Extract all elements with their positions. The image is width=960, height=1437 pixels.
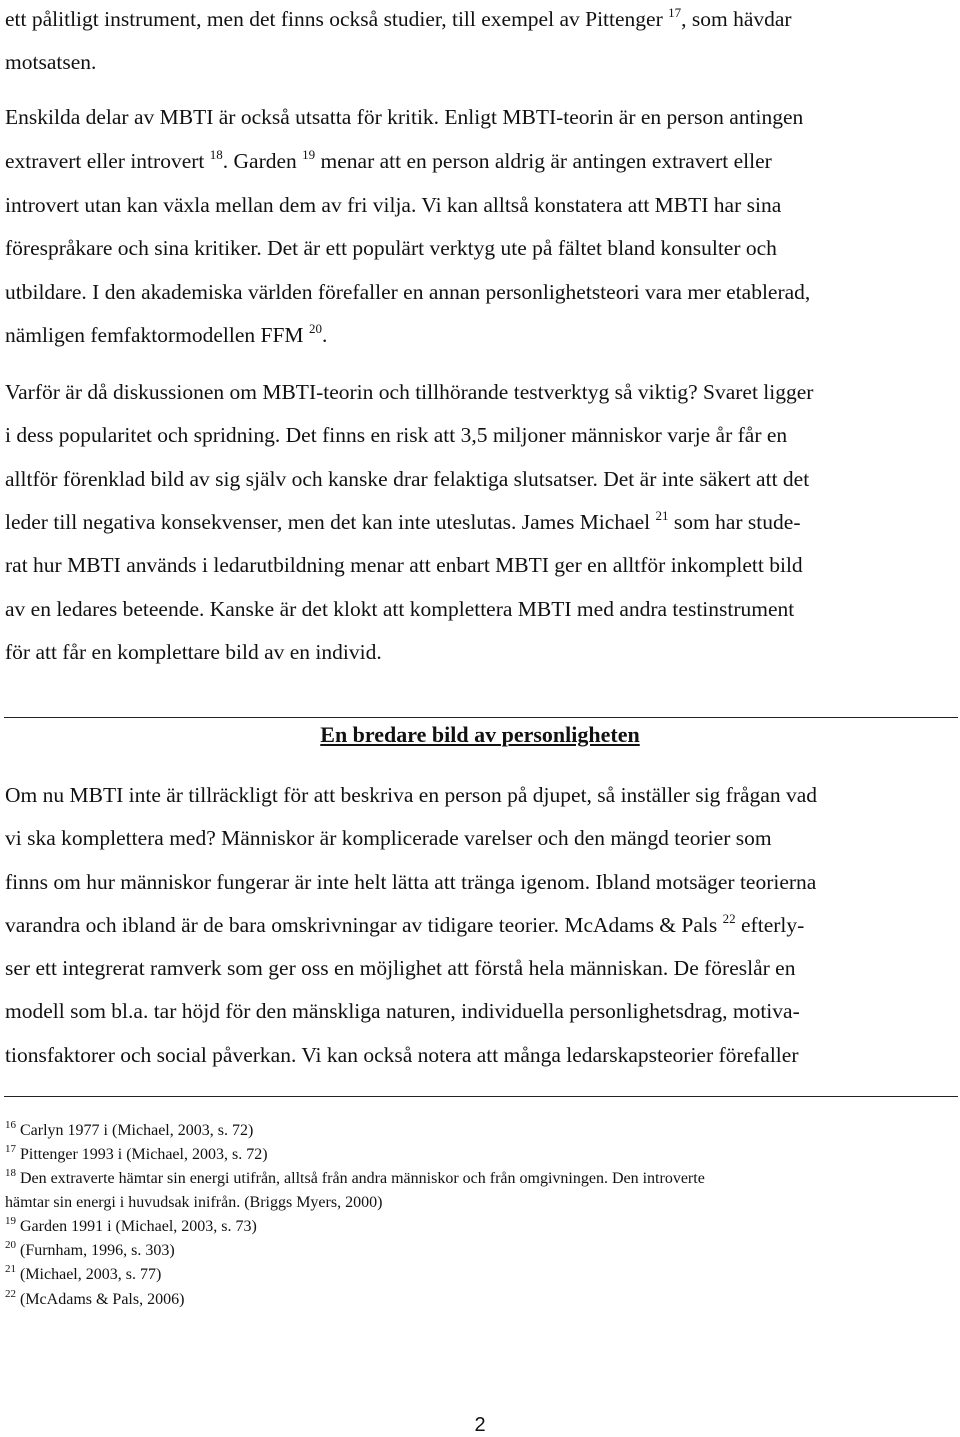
body-line: finns om hur människor fungerar är inte helt lätta att tränga igenom. Ibland motsäger teorierna — [5, 870, 817, 894]
footnote: $^{17}$ Pittenger 1993 i (Michael, 2003, s. 72) — [5, 1143, 268, 1163]
body-line: Enskilda delar av MBTI är också utsatta för kritik. Enligt MBTI-teorin är en person antingen — [5, 105, 804, 129]
body-line: tionsfaktorer och social påverkan. Vi kan också notera att många ledarskapsteorier förefaller — [5, 1043, 799, 1067]
section-heading: En bredare bild av personligheten — [320, 722, 640, 747]
body-line: motsatsen. — [5, 50, 97, 74]
footnote-ref[interactable]: 19 — [302, 147, 316, 162]
body-line: för att får en komplettare bild av en individ. — [5, 640, 382, 664]
footnote-ref[interactable]: 20 — [308, 321, 322, 336]
body-line: rat hur MBTI används i ledarutbildning menar att enbart MBTI ger en alltför inkomplett bild — [5, 553, 803, 577]
footnote-ref[interactable]: 17 — [668, 5, 682, 20]
body-line: förespråkare och sina kritiker. Det är ett populärt verktyg ute på fältet bland konsulter och — [5, 236, 777, 260]
footnote: $^{18}$ Den extraverte hämtar sin energi utifrån, alltså från andra människor och från omgivningen. Den introverte — [5, 1167, 705, 1187]
body-line: vi ska komplettera med? Människor är komplicerade varelser och den mängd teorier som — [5, 826, 772, 850]
footnote-ref[interactable]: 21 — [655, 508, 669, 523]
body-line: Varför är då diskussionen om MBTI-teorin och tillhörande testverktyg så viktig? Svaret ligger — [5, 380, 814, 404]
footnote: $^{22}$ (McAdams & Pals, 2006) — [5, 1288, 185, 1308]
body-line: nämligen femfaktormodellen FFM $^{20}$. — [5, 321, 328, 347]
body-line: extravert eller introvert $^{18}$. Garden $^{19}$ menar att en person aldrig är antingen extravert eller — [5, 147, 772, 173]
body-line: leder till negativa konsekvenser, men det kan inte uteslutas. James Michael $^{21}$ som har stude- — [5, 508, 801, 534]
body-line: alltför förenklad bild av sig själv och kanske drar felaktiga slutsatser. Det är inte säkert att det — [5, 467, 810, 491]
page-number: 2 — [474, 1414, 486, 1436]
footnote: $^{19}$ Garden 1991 i (Michael, 2003, s. 73) — [5, 1215, 257, 1235]
footnote: $^{16}$ Carlyn 1977 i (Michael, 2003, s. 72) — [5, 1119, 254, 1139]
section-divider — [4, 717, 958, 718]
footnote-ref[interactable]: 18 — [209, 147, 223, 162]
body-line: ser ett integrerat ramverk som ger oss en möjlighet att förstå hela människan. De föreslår en — [5, 956, 796, 980]
body-line: introvert utan kan växla mellan dem av fri vilja. Vi kan alltså konstatera att MBTI har sina — [5, 193, 782, 217]
footnote: $^{21}$ (Michael, 2003, s. 77) — [5, 1263, 162, 1283]
body-line: i dess popularitet och spridning. Det finns en risk att 3,5 miljoner människor varje år får en — [5, 423, 788, 447]
footnote-ref[interactable]: 22 — [722, 911, 736, 926]
body-line: utbildare. I den akademiska världen förefaller en annan personlighetsteori vara mer etablerad, — [5, 280, 811, 304]
body-line: varandra och ibland är de bara omskrivningar av tidigare teorier. McAdams & Pals $^{22}$ efterly- — [5, 911, 805, 937]
footnote-separator — [4, 1096, 958, 1097]
body-line: av en ledares beteende. Kanske är det klokt att komplettera MBTI med andra testinstrument — [5, 597, 795, 621]
footnote-continuation: hämtar sin energi i huvudsak inifrån. (Briggs Myers, 2000) — [5, 1194, 383, 1211]
body-line: modell som bl.a. tar höjd för den mänskliga naturen, individuella personlighetsdrag, motiva- — [5, 999, 800, 1023]
footnote: $^{20}$ (Furnham, 1996, s. 303) — [5, 1239, 175, 1259]
body-line: ett pålitligt instrument, men det finns också studier, till exempel av Pittenger $^{17}$, som hävdar — [5, 5, 792, 31]
body-line: Om nu MBTI inte är tillräckligt för att beskriva en person på djupet, så inställer sig frågan vad — [5, 783, 817, 807]
